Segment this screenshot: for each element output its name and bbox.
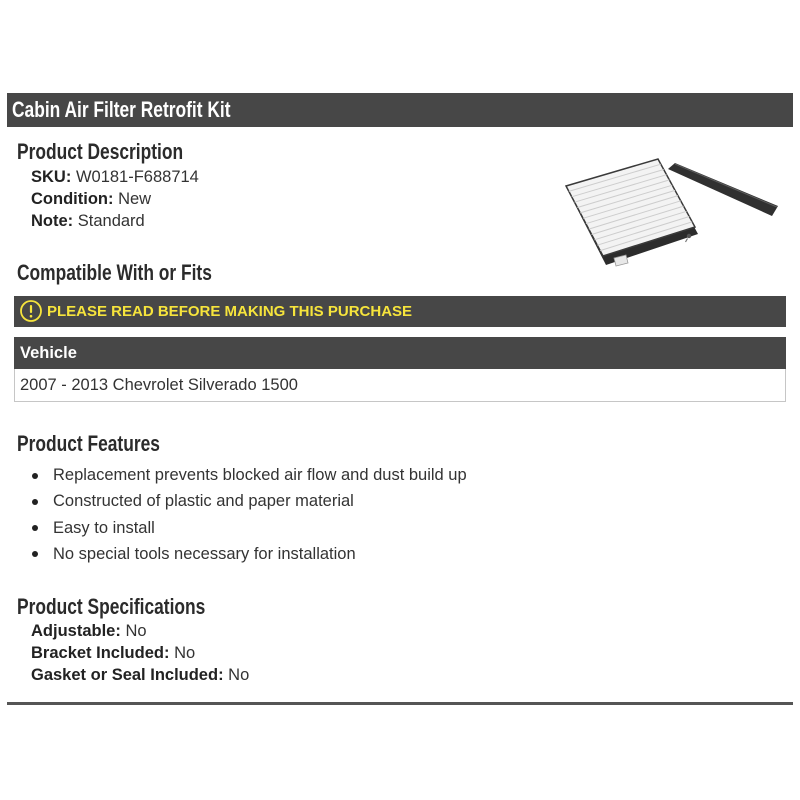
list-item (0, 488, 780, 514)
bullet (32, 551, 38, 557)
table-cell-vehicle: 2007 - 2013 Chevrolet Silverado 1500 (20, 376, 298, 394)
gasket-included-row (31, 664, 249, 686)
product-description-fields (31, 166, 199, 232)
sku-value: W0181-F688714 (75, 168, 199, 186)
adjustable-row (31, 620, 249, 642)
bracket-included-row (31, 642, 249, 664)
bullet (32, 473, 38, 479)
compatibility-heading-text: Compatible With or Fits (17, 260, 212, 285)
table-row (14, 369, 786, 402)
gasket-included-label: Gasket or Seal Included: (31, 666, 224, 684)
product-image (556, 148, 786, 268)
sku-row (31, 166, 199, 188)
product-description-heading (17, 140, 227, 164)
page-title: Cabin Air Filter Retrofit Kit (12, 97, 231, 122)
table-header (14, 337, 786, 369)
column-header-vehicle: Vehicle (20, 344, 77, 362)
warning-icon (19, 299, 43, 323)
note-label: Note: (31, 212, 74, 230)
feature-text: No special tools necessary for installation (53, 544, 356, 563)
purchase-warning-banner (14, 296, 786, 327)
feature-text: Constructed of plastic and paper material (53, 492, 354, 511)
product-features-heading (17, 432, 198, 456)
bottom-divider (7, 702, 793, 705)
product-specifications-heading-text: Product Specifications (17, 594, 206, 619)
note-value: Standard (77, 212, 145, 230)
note-row (31, 210, 199, 232)
condition-value: New (118, 190, 152, 208)
condition-label: Condition: (31, 190, 114, 208)
adjustable-label: Adjustable: (31, 622, 121, 640)
condition-row (31, 188, 199, 210)
bullet (32, 499, 38, 505)
warning-text: PLEASE READ BEFORE MAKING THIS PURCHASE (47, 303, 413, 320)
adjustable-value: No (125, 622, 147, 640)
feature-text: Replacement prevents blocked air flow and dust build up (53, 466, 467, 484)
list-item (0, 515, 780, 541)
list-item (0, 462, 780, 488)
feature-text: Easy to install (53, 518, 155, 537)
sku-label: SKU: (31, 168, 72, 186)
bracket-included-label: Bracket Included: (31, 644, 170, 662)
product-features-heading-text: Product Features (17, 431, 160, 456)
product-description-heading-text: Product Description (17, 139, 184, 164)
list-item (0, 541, 780, 567)
product-specifications-fields (31, 620, 249, 686)
compatibility-heading (17, 261, 264, 285)
cabin-air-filter (566, 159, 698, 265)
gasket-included-value: No (228, 666, 250, 684)
bracket-included-value: No (174, 644, 196, 662)
bullet (32, 525, 38, 531)
features-list (0, 462, 780, 567)
product-specifications-heading (17, 595, 255, 619)
title-bar (7, 93, 793, 127)
